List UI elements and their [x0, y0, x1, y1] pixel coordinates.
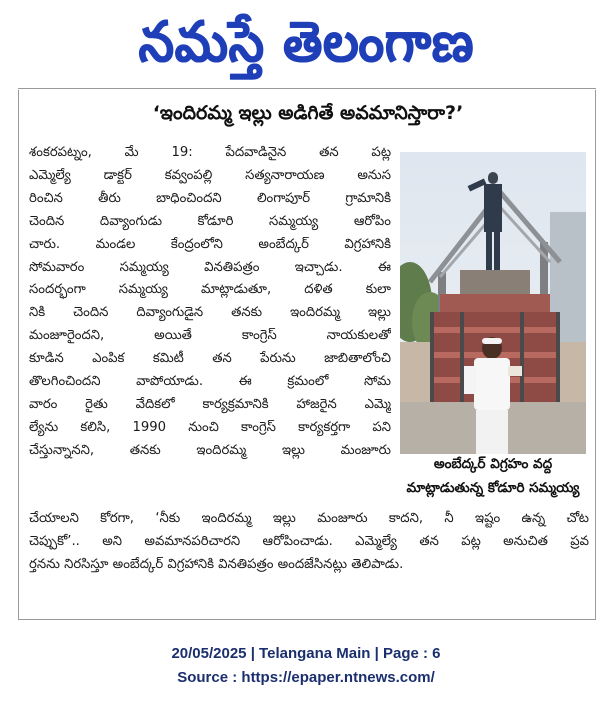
article-body-full: [29, 508, 589, 577]
article-photo: [400, 152, 586, 454]
caption-line: అంబేద్కర్ విగ్రహం వద్ద: [433, 456, 553, 472]
caption-line: మాట్లాడుతున్న కోడూరి సమ్మయ్య: [406, 480, 580, 496]
body-line: చేస్తున్నానని, తనకు ఇందిరమ్మ ఇల్లు మంజూరు: [29, 442, 391, 458]
body-line: మంజూరైందని, అయితే కాంగ్రెస్ నాయకులతో: [29, 328, 391, 344]
body-line: సోమవారం సమ్మయ్య వినతిపత్రం ఇచ్చాడు. ఈ: [29, 259, 391, 275]
body-line: శంకరపట్నం, మే 19: పేదవాడినైన తన పట్ల: [29, 145, 391, 160]
photo-caption: [397, 452, 589, 500]
masthead: [0, 2, 612, 82]
page-footer: [0, 642, 612, 690]
body-line: చెందిన దివ్యాంగుడు కోడూరి సమ్మయ్య ఆరోపిం: [29, 213, 391, 229]
divider: [18, 88, 596, 89]
body-line: రించిన తీరు బాధించిందని లింగాపూర్ గ్రామానికి: [29, 190, 391, 206]
ambedkar-statue-photo: [400, 152, 586, 454]
body-line: తొలగించిందని వాపోయాడు. ఈ క్రమంలో సోమ: [29, 374, 391, 390]
article-headline: ‘ఇందిరమ్మ ఇల్లు అడిగితే అవమానిస్తారా?’: [152, 102, 464, 124]
body-line: చారు. మండల కేంద్రంలోని అంబేద్కర్ విగ్రహానికి: [29, 236, 391, 252]
body-line: చెప్పుకో’.. అని అవమానపరిచారని ఆరోపించాడు. ఎమ్మెల్యే తన పట్ల అనుచిత ప్రవ: [29, 533, 589, 549]
edition-info: 20/05/2025 | Telangana Main | Page : 6: [171, 645, 441, 662]
body-line: ఎమ్మెల్యే డాక్టర్ కవ్వంపల్లి సత్యనారాయణ అనుస: [29, 167, 391, 183]
body-line: నికి చెందిన దివ్యాంగుడైన తనకు ఇందిరమ్మ ఇల్లు: [29, 305, 391, 321]
article-box: [18, 90, 596, 620]
article-body-column: [29, 142, 391, 463]
body-line: సందర్భంగా సమ్మయ్య మాట్లాడుతూ, దళిత కులా: [29, 282, 391, 298]
body-line: వారం రైతు వేదికలో కార్యక్రమానికి హాజరైన ఎమ్మె: [29, 396, 391, 412]
source-link[interactable]: Source : https://epaper.ntnews.com/: [177, 669, 435, 686]
body-line: ల్యేను కలిసి, 1990 నుంచి కాంగ్రెస్ కార్యకర్తగా పని: [29, 419, 391, 435]
newspaper-title: నమస్తే తెలంగాణ: [138, 9, 474, 75]
body-line: ర్తనను నిరసిస్తూ అంబేద్కర్ విగ్రహానికి వినతిపత్రం అందజేసినట్లు తెలిపాడు.: [29, 556, 404, 572]
body-line: కూడిన ఎంపిక కమిటీ తన పేరును జాబితాలోంచి: [29, 351, 391, 367]
body-line: చేయాలని కోరగా, ‘నీకు ఇందిరమ్మ ఇల్లు మంజూరు కాదని, నీ ఇష్టం ఉన్న చోట: [29, 511, 589, 526]
